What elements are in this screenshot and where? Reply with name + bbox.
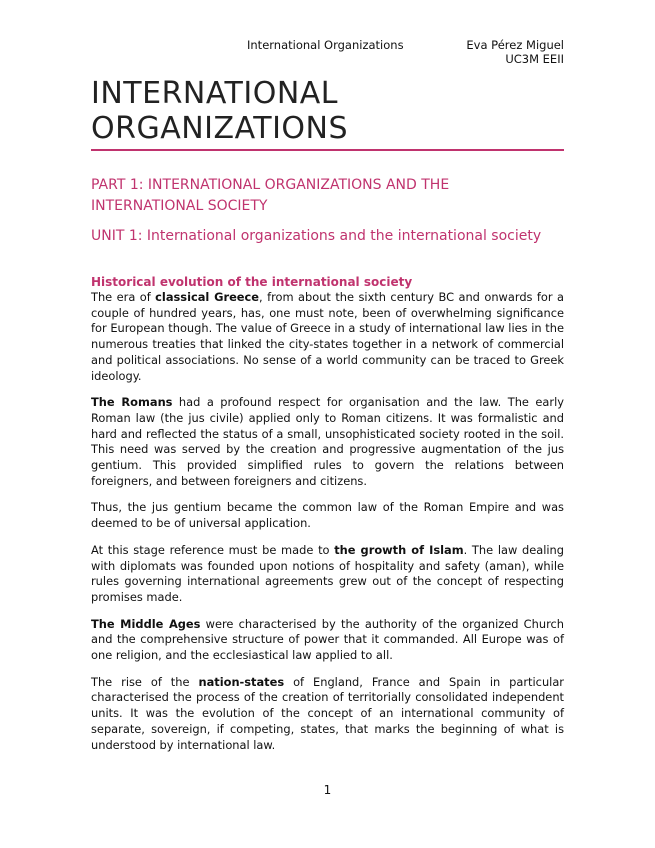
- body-text: [91, 290, 564, 764]
- section-heading: Historical evolution of the international society: [91, 275, 413, 289]
- paragraph: The Middle Ages were characterised by the authority of the organized Church and the comprehensive structure of power that it commanded. All Europe was of one religion, and the ecclesiastical law applied to all.: [91, 616, 564, 663]
- header-author-block: [460, 38, 564, 66]
- title-line-2: ORGANIZATIONS: [91, 111, 349, 146]
- page-number: 1: [323, 783, 332, 797]
- paragraph: The era of classical Greece, from about the sixth century BC and onwards for a couple of hundred years, has, one must note, been of overwhelming significance for European though. The value of Greece in a study of international law lies in the numerous treaties that linked the city-states together in a network of commercial and political associations. No sense of a world community can be traced to Greek ideology.: [91, 290, 565, 383]
- title-line-1: INTERNATIONAL: [91, 76, 339, 111]
- paragraph: At this stage reference must be made to the growth of Islam. The law dealing with diplomats was founded upon notions of hospitality and safety (aman), while rules governing international agreements grew out of the concept of respecting promises made.: [91, 542, 564, 604]
- header-course: International Organizations: [247, 38, 404, 52]
- paragraph: The Romans had a profound respect for organisation and the law. The early Roman law (the jus civile) applied only to Roman citizens. It was formalistic and hard and reflected the status of a small, unsophisticated society rooted in the soil. This need was served by the creation and progressive augmentation of the jus gentium. This provided simplified rules to govern the relations between foreigners, and between foreigners and citizens.: [91, 395, 564, 488]
- header-institution: UC3M EEII: [505, 52, 564, 66]
- paragraph: The rise of the nation-states of England, France and Spain in particular characterised the process of the creation of territorially consolidated independent units. It was the evolution of the concept of an international community of separate, sovereign, if competing, states, that marks the beginning of what is understood by international law.: [91, 674, 564, 752]
- title-divider: [91, 149, 564, 151]
- document-title: [91, 76, 348, 146]
- unit-heading: UNIT 1: International organizations and the international society: [91, 228, 542, 244]
- part-heading: PART 1: INTERNATIONAL ORGANIZATIONS AND THE INTERNATIONAL SOCIETY: [91, 177, 450, 214]
- paragraph: Thus, the jus gentium became the common law of the Roman Empire and was deemed to be of universal application.: [91, 500, 564, 531]
- header-author: Eva Pérez Miguel: [466, 38, 564, 52]
